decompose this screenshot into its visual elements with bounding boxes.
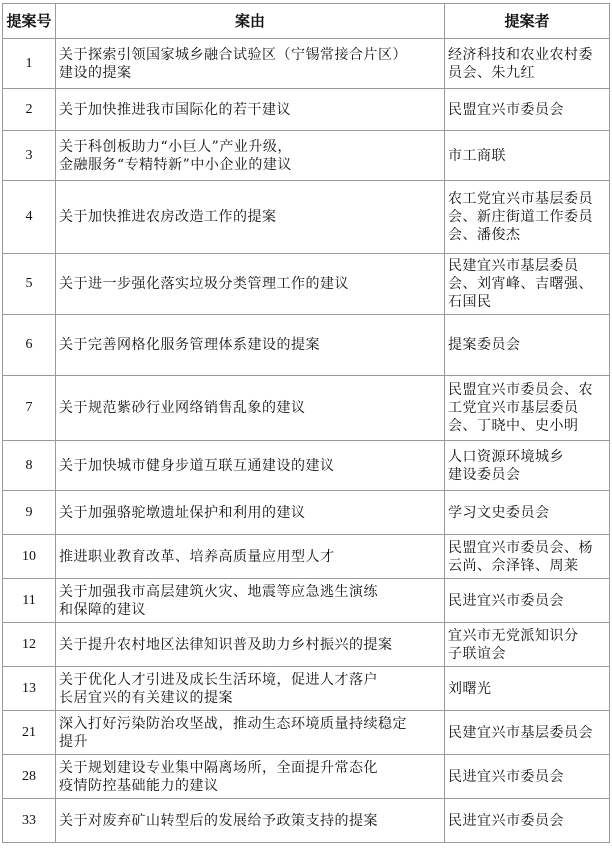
- proposal-number: 6: [3, 315, 56, 376]
- proposal-number: 12: [3, 623, 56, 667]
- proposal-proposer: 经济科技和农业农村委 员会、朱九红: [445, 39, 610, 89]
- proposal-proposer: 学习文史委员会: [445, 491, 610, 535]
- proposal-number: 4: [3, 181, 56, 254]
- table-header-row: [3, 4, 610, 39]
- proposal-number: 9: [3, 491, 56, 535]
- proposal-number: 10: [3, 535, 56, 579]
- proposal-subject: 关于规范紫砂行业网络销售乱象的建议: [56, 376, 445, 441]
- proposal-proposer: 民建宜兴市基层委员 会、刘宵峰、吉曙强、 石国民: [445, 254, 610, 315]
- proposal-proposer: 民进宜兴市委员会: [445, 579, 610, 623]
- table-row: [3, 315, 610, 376]
- table-row: [3, 491, 610, 535]
- table-row: [3, 799, 610, 843]
- proposal-number: 1: [3, 39, 56, 89]
- proposal-subject: 关于科创板助力“小巨人”产业升级， 金融服务“专精特新”中小企业的建议: [56, 131, 445, 181]
- proposal-number: 7: [3, 376, 56, 441]
- proposal-subject: 关于加快城市健身步道互联互通建设的建议: [56, 441, 445, 491]
- table-row: [3, 181, 610, 254]
- table-row: [3, 711, 610, 755]
- proposal-proposer: 宜兴市无党派知识分 子联谊会: [445, 623, 610, 667]
- proposal-subject: 关于加快推进农房改造工作的提案: [56, 181, 445, 254]
- table-row: [3, 441, 610, 491]
- proposal-proposer: 民进宜兴市委员会: [445, 799, 610, 843]
- proposal-subject: 关于规划建设专业集中隔离场所，全面提升常态化 疫情防控基础能力的建议: [56, 755, 445, 799]
- proposal-proposer: 农工党宜兴市基层委员 会、新庄街道工作委员 会、潘俊杰: [445, 181, 610, 254]
- proposal-proposer: 民盟宜兴市委员会、农 工党宜兴市基层委员 会、丁晓中、史小明: [445, 376, 610, 441]
- proposal-proposer: 提案委员会: [445, 315, 610, 376]
- proposal-subject: 深入打好污染防治攻坚战，推动生态环境质量持续稳定 提升: [56, 711, 445, 755]
- proposal-proposer: 民进宜兴市委员会: [445, 755, 610, 799]
- table-row: [3, 131, 610, 181]
- header-proposer: 提案者: [445, 4, 610, 39]
- proposal-proposer: 刘曙光: [445, 667, 610, 711]
- table-row: [3, 376, 610, 441]
- proposal-subject: 关于进一步强化落实垃圾分类管理工作的建议: [56, 254, 445, 315]
- proposal-number: 5: [3, 254, 56, 315]
- table-row: [3, 254, 610, 315]
- proposal-proposer: 市工商联: [445, 131, 610, 181]
- table-row: [3, 89, 610, 131]
- table-row: [3, 623, 610, 667]
- proposal-subject: 关于加强我市高层建筑火灾、地震等应急逃生演练 和保障的建议: [56, 579, 445, 623]
- header-subject: 案由: [56, 4, 445, 39]
- header-proposal-number: 提案号: [3, 4, 56, 39]
- proposal-subject: 推进职业教育改革、培养高质量应用型人才: [56, 535, 445, 579]
- proposal-subject: 关于完善网格化服务管理体系建设的提案: [56, 315, 445, 376]
- table-row: [3, 755, 610, 799]
- proposal-proposer: 民建宜兴市基层委员会: [445, 711, 610, 755]
- proposal-number: 21: [3, 711, 56, 755]
- proposal-number: 13: [3, 667, 56, 711]
- proposal-subject: 关于提升农村地区法律知识普及助力乡村振兴的提案: [56, 623, 445, 667]
- proposal-proposer: 民盟宜兴市委员会: [445, 89, 610, 131]
- proposal-number: 28: [3, 755, 56, 799]
- table-row: [3, 39, 610, 89]
- table-row: [3, 535, 610, 579]
- table-row: [3, 667, 610, 711]
- proposal-number: 8: [3, 441, 56, 491]
- proposal-proposer: 民盟宜兴市委员会、杨 云尚、佘泽锋、周莱: [445, 535, 610, 579]
- proposal-subject: 关于对废弃矿山转型后的发展给予政策支持的提案: [56, 799, 445, 843]
- proposal-subject: 关于加快推进我市国际化的若干建议: [56, 89, 445, 131]
- proposal-number: 33: [3, 799, 56, 843]
- proposal-number: 3: [3, 131, 56, 181]
- proposal-table: [2, 3, 610, 843]
- proposal-subject: 关于优化人才引进及成长生活环境，促进人才落户 长居宜兴的有关建议的提案: [56, 667, 445, 711]
- proposal-subject: 关于探索引领国家城乡融合试验区（宁锡常接合片区） 建设的提案: [56, 39, 445, 89]
- proposal-number: 11: [3, 579, 56, 623]
- table-row: [3, 579, 610, 623]
- proposal-number: 2: [3, 89, 56, 131]
- proposal-proposer: 人口资源环境城乡 建设委员会: [445, 441, 610, 491]
- proposal-subject: 关于加强骆驼墩遗址保护和利用的建议: [56, 491, 445, 535]
